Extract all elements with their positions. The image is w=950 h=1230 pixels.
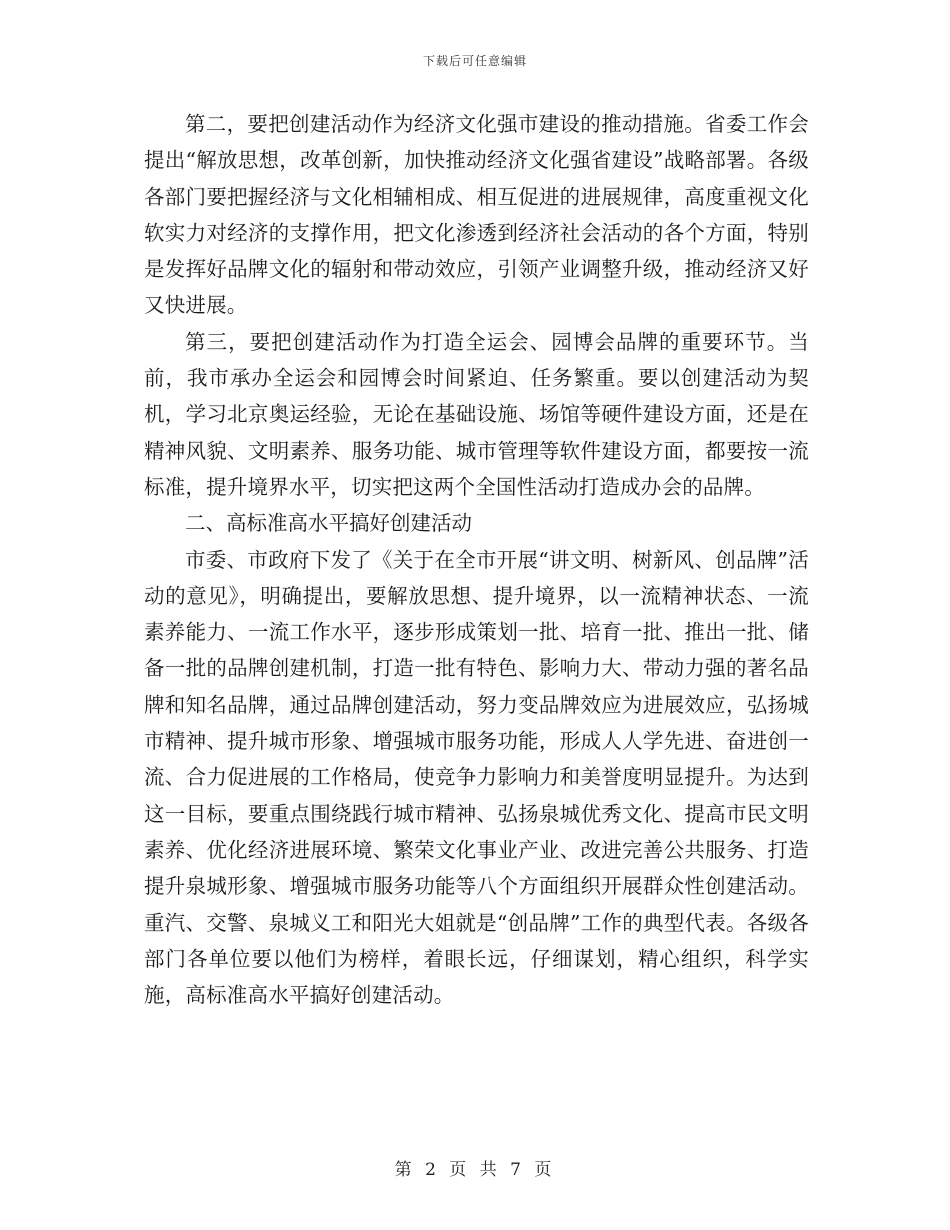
paragraph-second-point: 第二，要把创建活动作为经济文化强市建设的推动措施。省委工作会提出“解放思想，改革创新，加快推动经济文化强省建设”战略部署。各级各部门要把握经济与文化相辅相成、相互促进的进展规律，高度重视文化软实力对经济的支撑作用，把文化渗透到经济社会活动的各个方面，特别是发挥好品牌文化的辐射和带动效应，引领产业调整升级，推动经济又好又快进展。 <box>144 112 809 318</box>
page-number-footer: 第 2 页 共 7 页 <box>394 1160 556 1180</box>
page-header: 下载后可任意编辑 <box>422 54 527 68</box>
paragraph-section-body: 市委、市政府下发了《关于在全市开展“讲文明、树新风、创品牌”活动的意见》，明确提出，要解放思想、提升境界，以一流精神状态、一流素养能力、一流工作水平，逐步形成策划一批、培育一批、推出一批、储备一批的品牌创建机制，打造一批有特色、影响力大、带动力强的著名品牌和知名品牌，通过品牌创建活动，努力变品牌效应为进展效应，弘扬城市精神、提升城市形象、增强城市服务功能，形成人人学先进、奋进创一流、合力促进展的工作格局，使竞争力影响力和美誉度明显提升。为达到这一目标，要重点围绕践行城市精神、弘扬泉城优秀文化、提高市民文明素养、优化经济进展环境、繁荣文化事业产业、改进完善公共服务、打造提升泉城形象、增强城市服务功能等八个方面组织开展群众性创建活动。重汽、交警、泉城义工和阳光大姐就是“创品牌”工作的典型代表。各级各部门各单位要以他们为榜样，着眼长远，仔细谋划，精心组织，科学实施，高标准高水平搞好创建活动。 <box>144 547 809 1008</box>
section-heading: 二、高标准高水平搞好创建活动 <box>185 511 472 536</box>
document-body <box>144 106 809 1013</box>
paragraph-third-point: 第三，要把创建活动作为打造全运会、园博会品牌的重要环节。当前，我市承办全运会和园博会时间紧迫、任务繁重。要以创建活动为契机，学习北京奥运经验，无论在基础设施、场馆等硬件建设方面，还是在精神风貌、文明素养、服务功能、城市管理等软件建设方面，都要按一流标准，提升境界水平，切实把这两个全国性活动打造成办会的品牌。 <box>144 329 809 499</box>
